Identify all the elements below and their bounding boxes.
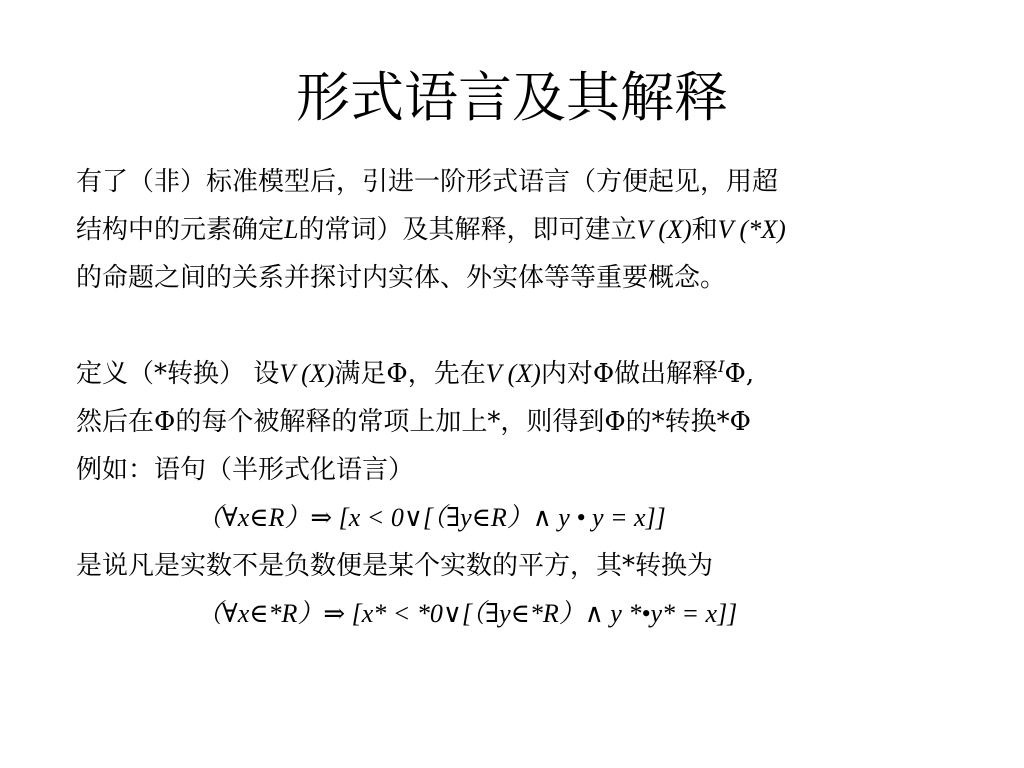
definition-text: 满足Φ，先在 bbox=[334, 359, 486, 389]
paragraph-text: 有了（非）标准模型后，引进一阶形式语言（方便起见，用超 bbox=[76, 167, 779, 197]
math-expression-vx: V (X) bbox=[279, 359, 335, 388]
example-text: 例如：语句（半形式化语言） bbox=[76, 455, 415, 485]
paragraph-line-2 bbox=[76, 210, 786, 250]
paragraph-text: 的常词）及其解释，即可建立 bbox=[298, 215, 637, 245]
paragraph-line-3 bbox=[76, 258, 726, 298]
definition-text: 然后在Φ的每个被解释的常项上加上*，则得到Φ的*转换*Φ bbox=[76, 407, 751, 437]
definition-text: 定义（*转换） 设 bbox=[76, 359, 280, 389]
interpretation-superscript: I bbox=[718, 357, 725, 376]
math-symbol-L: L bbox=[284, 215, 299, 244]
formula-2: （∀x∈*R）⇒ [x* < *0∨[（∃y∈*R）∧ y *•y* = x]] bbox=[196, 599, 738, 628]
example-text: 是说凡是实数不是负数便是某个实数的平方，其*转换为 bbox=[76, 551, 714, 581]
paragraph-text: 和 bbox=[691, 215, 718, 245]
definition-line-1 bbox=[76, 354, 754, 394]
math-expression-vx: V (X) bbox=[636, 215, 692, 244]
slide-title: 形式语言及其解释 bbox=[296, 66, 728, 129]
definition-line-2 bbox=[76, 402, 751, 442]
example-explanation bbox=[76, 546, 713, 586]
paragraph-line-1 bbox=[76, 162, 778, 202]
math-expression-vx: V (X) bbox=[485, 359, 541, 388]
math-expression-v-star-x: V (*X) bbox=[717, 215, 786, 244]
formula-1: （∀x∈R）⇒ [x < 0∨[（∃y∈R）∧ y • y = x]] bbox=[196, 503, 666, 532]
definition-text: 内对Φ做出解释 bbox=[540, 359, 719, 389]
example-intro bbox=[76, 450, 414, 490]
definition-text: Φ, bbox=[724, 359, 755, 389]
paragraph-text: 的命题之间的关系并探讨内实体、外实体等等重要概念。 bbox=[76, 263, 727, 293]
paragraph-text: 结构中的元素确定 bbox=[76, 215, 285, 245]
